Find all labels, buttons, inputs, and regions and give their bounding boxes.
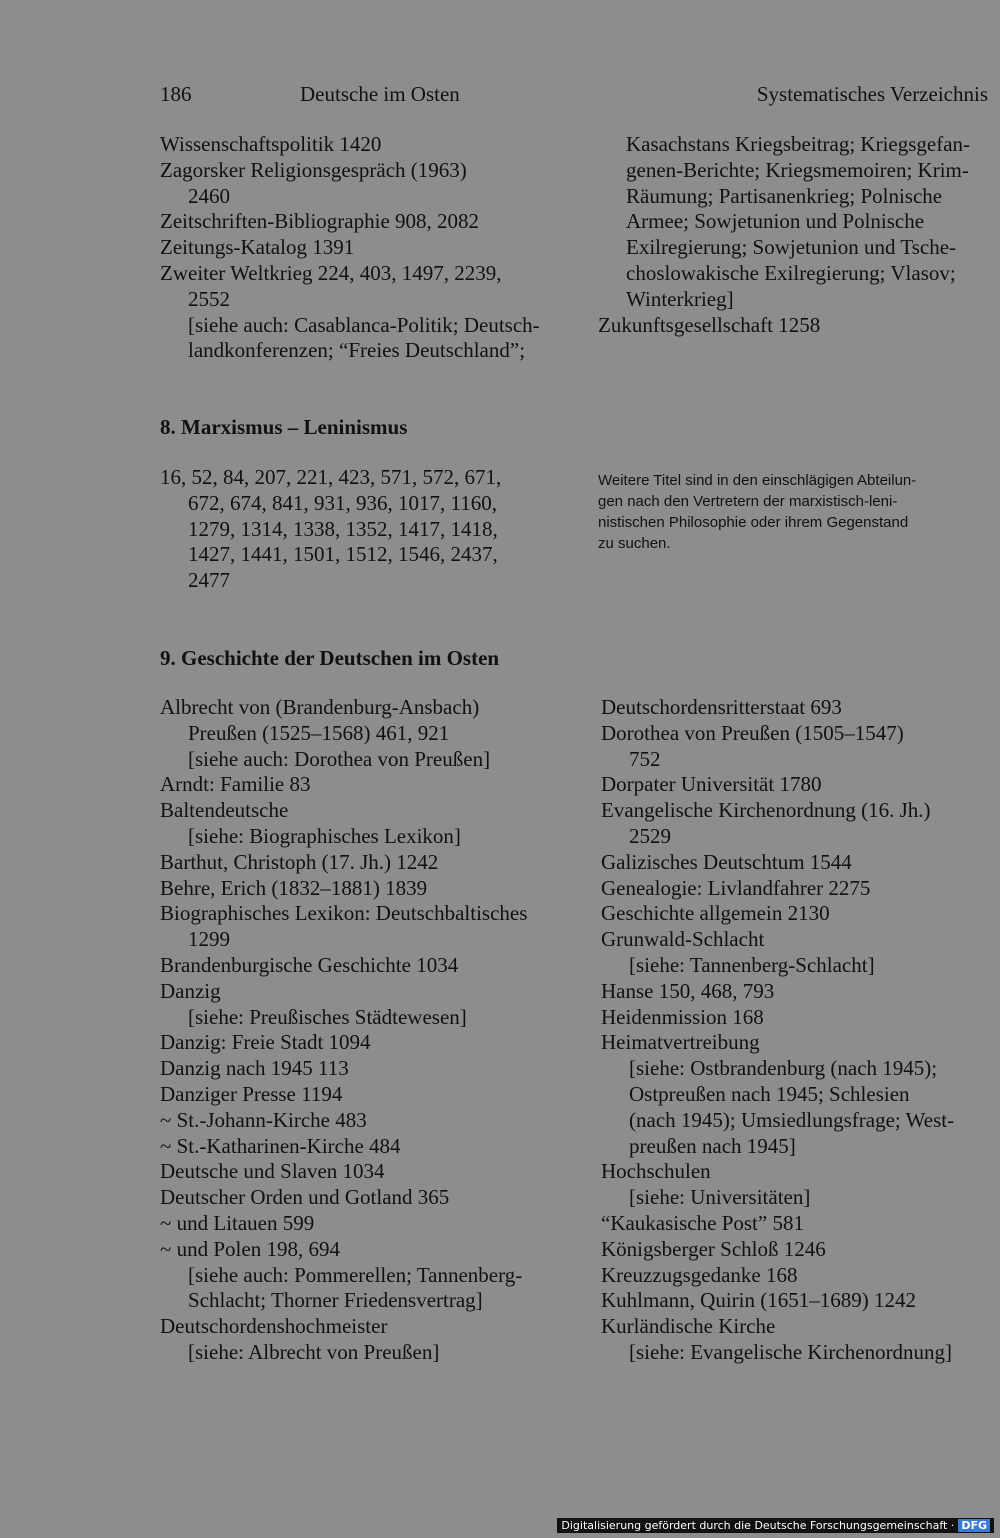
index-entry: Behre, Erich (1832–1881) 1839 (160, 875, 428, 900)
index-entry: Königsberger Schloß 1246 (601, 1236, 826, 1261)
index-entry: Kreuzzugsgedanke 168 (601, 1262, 798, 1287)
index-numbers-line: 1427, 1441, 1501, 1512, 1546, 2437, (188, 542, 498, 567)
index-entry: [siehe: Biographisches Lexikon] (188, 823, 461, 848)
note-line: Weitere Titel sind in den einschlägigen Abteilun- (598, 472, 917, 489)
note-line: zu suchen. (598, 535, 671, 552)
index-entry: Exilregierung; Sowjetunion und Tsche- (626, 235, 957, 260)
index-entry: Arndt: Familie 83 (160, 772, 311, 797)
index-numbers-line: 1279, 1314, 1338, 1352, 1417, 1418, (188, 516, 498, 541)
index-entry: ~ und Polen 198, 694 (160, 1236, 340, 1261)
index-entry: [siehe auch: Dorothea von Preußen] (188, 746, 491, 771)
index-entry: Kasachstans Kriegsbeitrag; Kriegsgefan- (626, 132, 971, 156)
index-entry: Baltendeutsche (160, 798, 289, 823)
index-entry: Preußen (1525–1568) 461, 921 (188, 720, 450, 745)
index-entry: [siehe: Albrecht von Preußen] (188, 1339, 440, 1364)
index-entry: [siehe: Preußisches Städtewesen] (188, 1004, 467, 1029)
note-line: gen nach den Vertretern der marxistisch-leni- (598, 493, 898, 510)
section7-right-column (598, 132, 993, 338)
index-entry: Danzig nach 1945 113 (160, 1056, 349, 1081)
index-entry: genen-Berichte; Kriegsmemoiren; Krim- (626, 157, 969, 182)
index-entry: Ostpreußen nach 1945; Schlesien (629, 1081, 910, 1106)
index-entry: [siehe auch: Casablanca-Politik; Deutsch- (188, 312, 540, 337)
running-section-title: Systematisches Verzeichnis (756, 82, 988, 106)
index-entry: ~ und Litauen 599 (160, 1210, 315, 1235)
index-entry: Grunwald-Schlacht (601, 927, 765, 952)
page-number: 186 (160, 82, 192, 106)
index-entry: Armee; Sowjetunion und Polnische (626, 209, 925, 234)
index-entry: 1299 (188, 927, 230, 952)
index-entry: Albrecht von (Brandenburg-Ansbach) (160, 695, 480, 719)
index-entry: Hochschulen (601, 1159, 711, 1184)
index-entry: (nach 1945); Umsiedlungsfrage; West- (629, 1107, 955, 1132)
index-entry: Zukunftsgesellschaft 1258 (598, 312, 821, 337)
section9-left-column (160, 695, 590, 1366)
index-entry: Deutschordenshochmeister (160, 1314, 388, 1339)
index-entry: Brandenburgische Geschichte 1034 (160, 952, 459, 977)
index-entry: Danzig: Freie Stadt 1094 (160, 1030, 371, 1055)
index-entry: Galizisches Deutschtum 1544 (601, 849, 852, 874)
index-entry: 2529 (629, 823, 671, 848)
index-entry: Heidenmission 168 (601, 1004, 764, 1029)
index-entry: [siehe: Tannenberg-Schlacht] (629, 952, 875, 977)
index-entry: Genealogie: Livlandfahrer 2275 (601, 875, 871, 900)
index-entry: Deutschordensritterstaat 693 (601, 695, 842, 719)
index-entry: 2552 (188, 286, 230, 311)
section8-note (598, 470, 990, 554)
section-8-heading: 8. Marxismus – Leninismus (160, 415, 408, 439)
index-entry: “Kaukasische Post” 581 (601, 1210, 804, 1235)
index-entry: Dorpater Universität 1780 (601, 772, 822, 797)
index-entry: Evangelische Kirchenordnung (16. Jh.) (601, 798, 931, 823)
section8-numbers (160, 465, 590, 594)
index-entry: [siehe: Ostbrandenburg (nach 1945); (629, 1056, 938, 1081)
footer-text: Digitalisierung gefördert durch die Deutsche Forschungsgemeinschaft · (561, 1519, 955, 1532)
index-entry: Deutsche und Slaven 1034 (160, 1159, 385, 1184)
index-entry: 2460 (188, 183, 230, 208)
index-entry: Wissenschaftspolitik 1420 (160, 132, 382, 156)
index-entry: Zeitungs-Katalog 1391 (160, 235, 355, 260)
index-entry: Biographisches Lexikon: Deutschbaltisches (160, 901, 528, 926)
index-entry: Räumung; Partisanenkrieg; Polnische (626, 183, 943, 208)
index-entry: Hanse 150, 468, 793 (601, 978, 775, 1003)
index-entry: Barthut, Christoph (17. Jh.) 1242 (160, 849, 439, 874)
section9-right-column (601, 695, 996, 1366)
index-entry: landkonferenzen; “Freies Deutschland”; (188, 338, 526, 363)
index-entry: [siehe: Universitäten] (629, 1185, 811, 1210)
index-entry: choslowakische Exilregierung; Vlasov; (626, 260, 956, 285)
index-entry: Kurländische Kirche (601, 1314, 776, 1339)
index-entry: ~ St.-Johann-Kirche 483 (160, 1107, 367, 1132)
index-numbers-line: 672, 674, 841, 931, 936, 1017, 1160, (188, 490, 497, 515)
index-entry: Geschichte allgemein 2130 (601, 901, 830, 926)
index-entry: Winterkrieg] (626, 286, 734, 311)
index-entry: Danziger Presse 1194 (160, 1081, 343, 1106)
index-entry: preußen nach 1945] (629, 1133, 796, 1158)
index-numbers-line: 16, 52, 84, 207, 221, 423, 571, 572, 671, (160, 465, 502, 489)
index-entry: ~ St.-Katharinen-Kirche 484 (160, 1133, 401, 1158)
section7-left-column (160, 132, 590, 364)
index-entry: [siehe auch: Pommerellen; Tannenberg- (188, 1262, 523, 1287)
index-entry: Zagorsker Religionsgespräch (1963) (160, 157, 467, 182)
index-entry: [siehe: Evangelische Kirchenordnung] (629, 1339, 953, 1364)
index-entry: Schlacht; Thorner Friedensvertrag] (188, 1288, 483, 1313)
index-entry: Deutscher Orden und Gotland 365 (160, 1185, 450, 1210)
note-line: nistischen Philosophie oder ihrem Gegenstand (598, 514, 909, 531)
index-entry: Zeitschriften-Bibliographie 908, 2082 (160, 209, 480, 234)
section-9-heading: 9. Geschichte der Deutschen im Osten (160, 646, 500, 670)
running-title: Deutsche im Osten (300, 82, 460, 106)
index-entry: Zweiter Weltkrieg 224, 403, 1497, 2239, (160, 260, 502, 285)
index-entry: Danzig (160, 978, 221, 1003)
index-entry: 752 (629, 746, 661, 771)
index-entry: Kuhlmann, Quirin (1651–1689) 1242 (601, 1288, 916, 1313)
dfg-logo: DFG (958, 1519, 990, 1532)
index-numbers-line: 2477 (188, 568, 230, 593)
index-entry: Heimatvertreibung (601, 1030, 760, 1055)
dfg-footer (557, 1518, 994, 1533)
index-entry: Dorothea von Preußen (1505–1547) (601, 720, 904, 745)
